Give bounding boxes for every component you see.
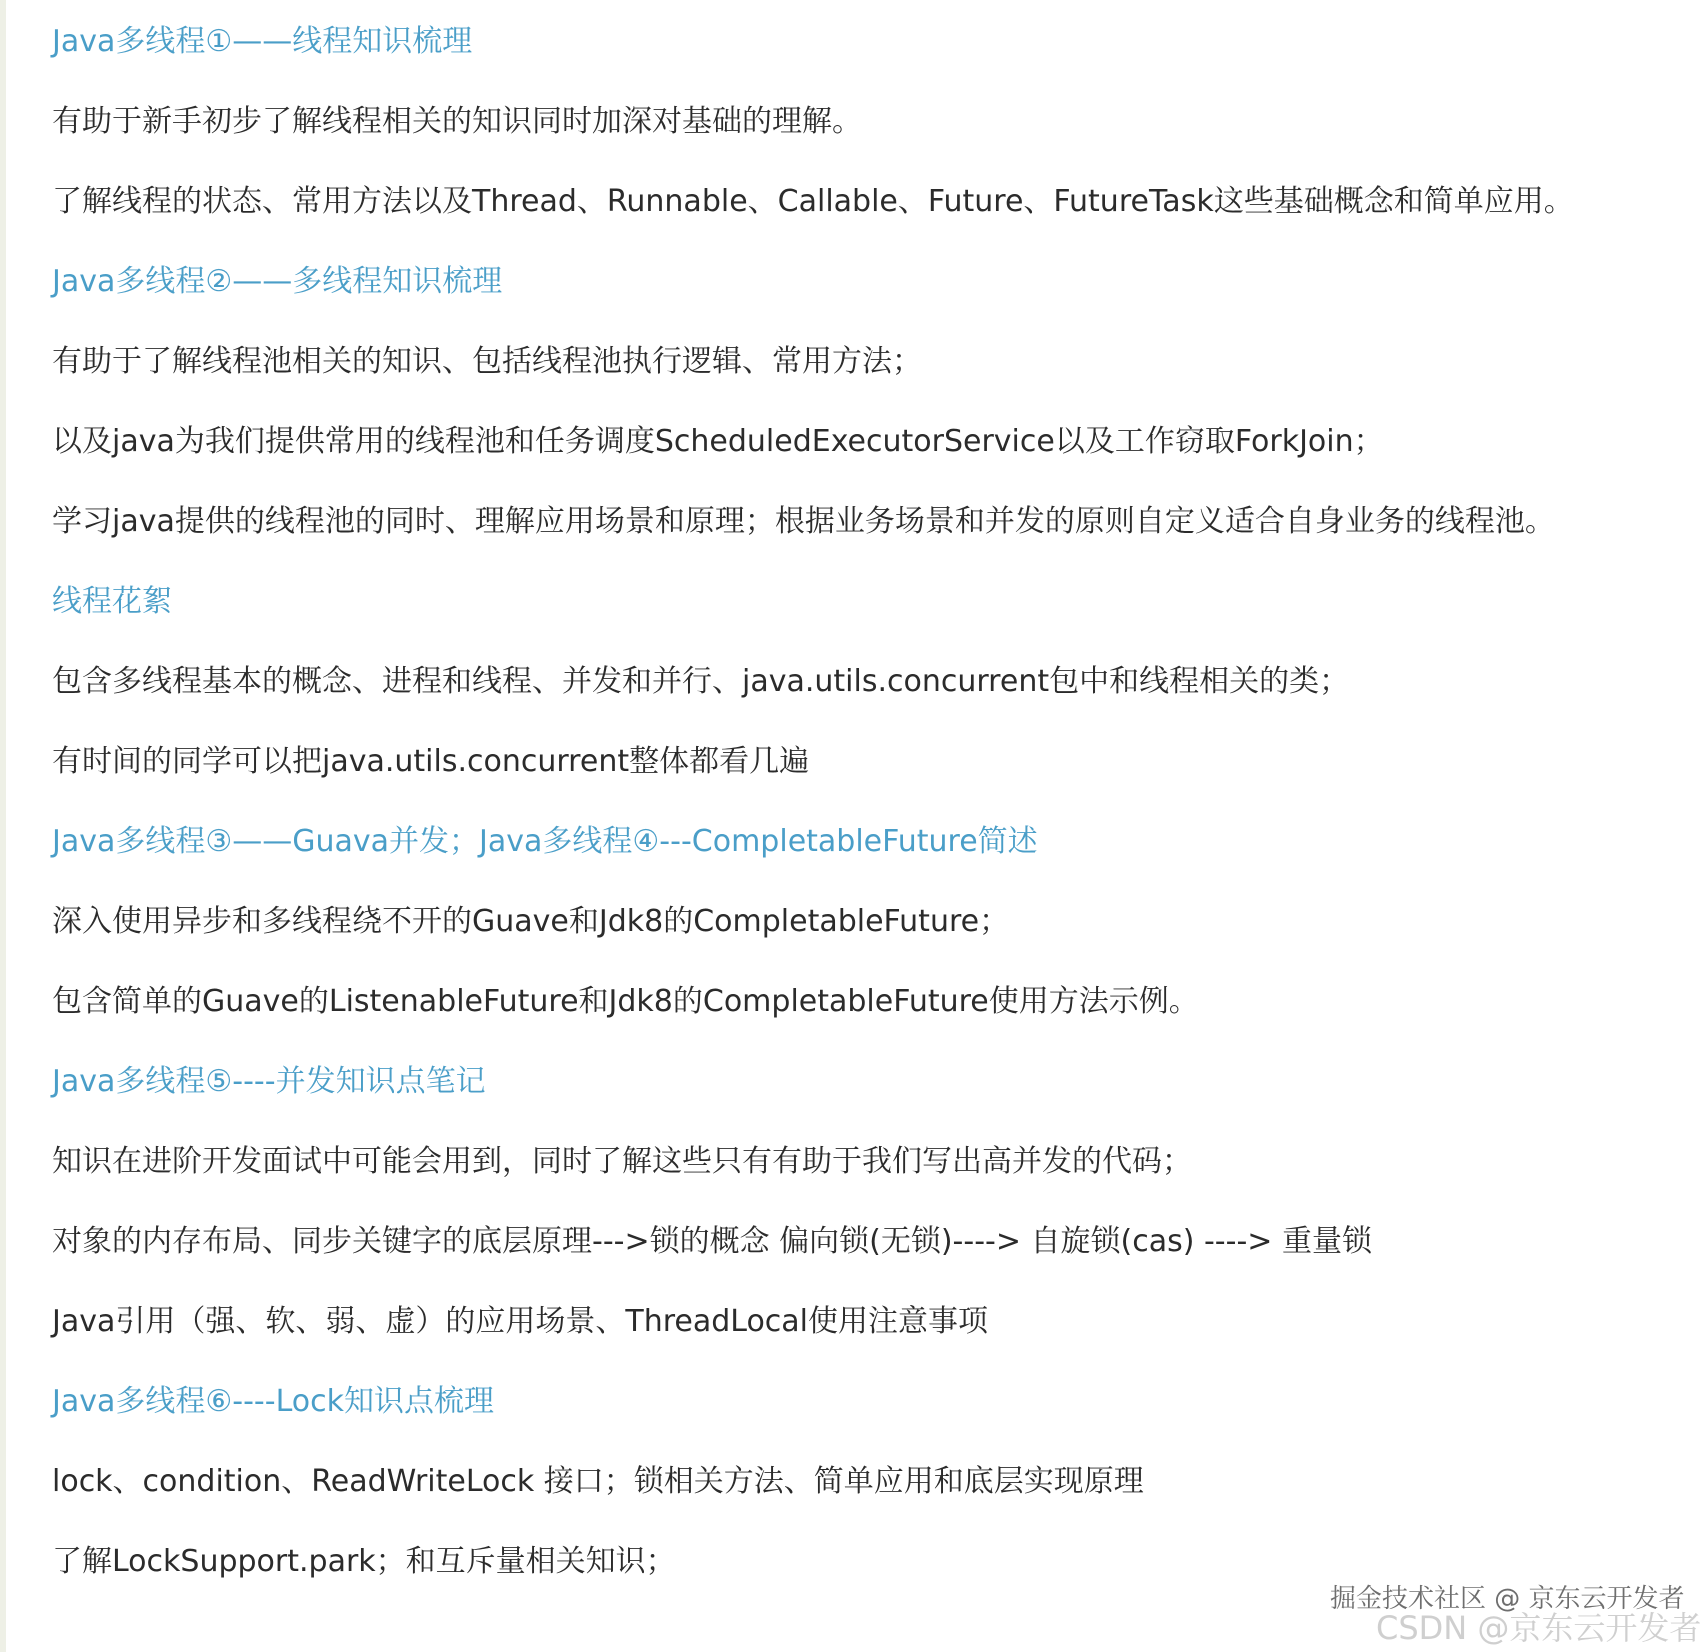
section-link-line: [52, 1054, 1692, 1134]
csdn-watermark: CSDN @京东云开发者: [1376, 1609, 1702, 1647]
paragraph-line: 知识在进阶开发面试中可能会用到，同时了解这些只有有助于我们写出高并发的代码；: [52, 1144, 1192, 1179]
section-link-line: [52, 574, 1692, 654]
article-link-guava-concurrency[interactable]: Java多线程③——Guava并发: [52, 824, 450, 859]
article-content: [52, 14, 1692, 1614]
paragraph-line: 了解线程的状态、常用方法以及Thread、Runnable、Callable、Future、FutureTask这些基础概念和简单应用。: [52, 184, 1574, 219]
paragraph-line: 以及java为我们提供常用的线程池和任务调度ScheduledExecutorService以及工作窃取ForkJoin；: [52, 424, 1384, 459]
article-link-thread-tidbits[interactable]: 线程花絮: [52, 584, 172, 619]
paragraph-line: 包含简单的Guave的ListenableFuture和Jdk8的CompletableFuture使用方法示例。: [52, 984, 1199, 1019]
paragraph-line: lock、condition、ReadWriteLock 接口；锁相关方法、简单应用和底层实现原理: [52, 1464, 1144, 1499]
paragraph-line: 有时间的同学可以把java.utils.concurrent整体都看几遍: [52, 744, 810, 779]
paragraph-line: 学习java提供的线程池的同时、理解应用场景和原理；根据业务场景和并发的原则自定义适合自身业务的线程池。: [52, 504, 1555, 539]
paragraph-line: 有助于了解线程池相关的知识、包括线程池执行逻辑、常用方法；: [52, 344, 922, 379]
paragraph-line: Java引用（强、软、弱、虚）的应用场景、ThreadLocal使用注意事项: [52, 1304, 989, 1339]
paragraph-line: 对象的内存布局、同步关键字的底层原理--->锁的概念 偏向锁(无锁)----> 自旋锁(cas) ----> 重量锁: [52, 1224, 1372, 1259]
paragraph-line: 包含多线程基本的概念、进程和线程、并发和并行、java.utils.concurrent包中和线程相关的类；: [52, 664, 1350, 699]
paragraph-line: 有助于新手初步了解线程相关的知识同时加深对基础的理解。: [52, 104, 862, 139]
article-link-concurrency-notes[interactable]: Java多线程⑤----并发知识点笔记: [52, 1064, 486, 1099]
section-link-line: [52, 254, 1692, 334]
juejin-watermark: 掘金技术社区 @ 京东云开发者: [1330, 1584, 1685, 1614]
section-link-line: [52, 1374, 1692, 1454]
paragraph-line: 了解LockSupport.park；和互斥量相关知识；: [52, 1544, 676, 1579]
left-border-strip: [0, 0, 6, 1652]
link-separator: ；: [449, 824, 480, 859]
section-link-line: [52, 14, 1692, 94]
article-link-completablefuture[interactable]: Java多线程④---CompletableFuture简述: [479, 824, 1038, 859]
article-link-lock-notes[interactable]: Java多线程⑥----Lock知识点梳理: [52, 1384, 494, 1419]
paragraph-line: 深入使用异步和多线程绕不开的Guave和Jdk8的CompletableFuture；: [52, 904, 1010, 939]
section-link-line: [52, 814, 1692, 894]
article-link-thread-basics[interactable]: Java多线程①——线程知识梳理: [52, 24, 473, 59]
article-link-multithread-basics[interactable]: Java多线程②——多线程知识梳理: [52, 264, 503, 299]
